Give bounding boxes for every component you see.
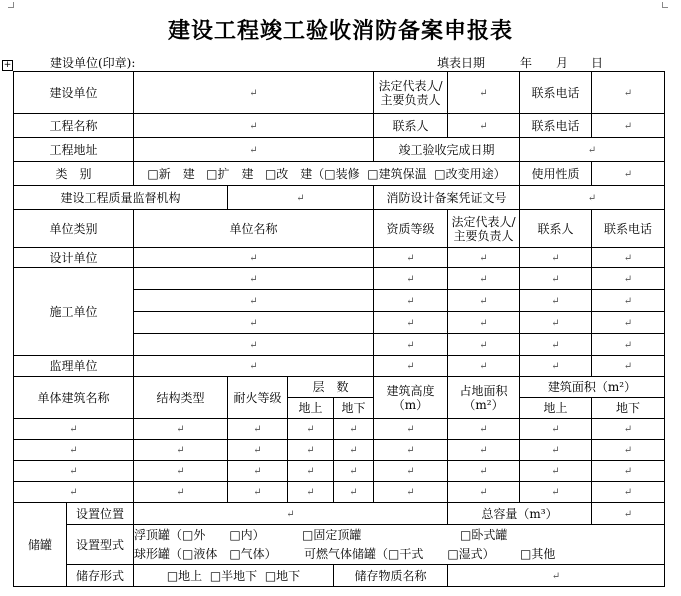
area-above-header: 地上	[520, 398, 592, 419]
design-unit-qualification-field[interactable]: ↵	[374, 248, 448, 268]
usage-field[interactable]: ↵	[592, 162, 665, 186]
total-capacity-field[interactable]: ↵	[592, 503, 665, 525]
builder-unit-phone-field[interactable]: ↵	[592, 268, 665, 290]
fire-rating-header: 耐火等级	[228, 377, 288, 419]
category-expand-checkbox[interactable]: □扩 建	[206, 166, 254, 181]
supervision-unit-label: 监理单位	[14, 356, 134, 377]
category-rebuild-checkbox[interactable]: □改 建（□装修	[264, 166, 360, 181]
phone-label-2: 联系电话	[520, 114, 592, 138]
spherical-tank-option[interactable]: 球形罐（□液体 □气体）	[134, 546, 277, 561]
storage-substance-field[interactable]: ↵	[448, 565, 665, 587]
building-name-field[interactable]: ↵	[14, 461, 134, 482]
builder-unit-name-field[interactable]: ↵	[134, 312, 374, 334]
builder-unit-phone-field[interactable]: ↵	[592, 290, 665, 312]
quality-agency-field[interactable]: ↵	[228, 186, 374, 210]
design-unit-contact-field[interactable]: ↵	[520, 248, 592, 268]
usage-label: 使用性质	[520, 162, 592, 186]
supervision-unit-qualification-field[interactable]: ↵	[374, 356, 448, 377]
storage-below-checkbox[interactable]: □地下	[264, 568, 301, 583]
area-below-field[interactable]: ↵	[592, 482, 665, 503]
builder-unit-rep-field[interactable]: ↵	[448, 290, 520, 312]
storage-form-options[interactable]	[134, 565, 334, 587]
structure-type-field[interactable]: ↵	[134, 419, 228, 440]
fixed-roof-tank-checkbox[interactable]: □固定顶罐	[302, 527, 362, 542]
height-field[interactable]: ↵	[374, 482, 448, 503]
builder-unit-contact-field[interactable]: ↵	[520, 312, 592, 334]
phone-field-2[interactable]: ↵	[592, 114, 665, 138]
phone-field[interactable]: ↵	[592, 72, 665, 114]
construction-unit-field[interactable]: ↵	[134, 72, 374, 114]
category-insulation-checkbox[interactable]: □建筑保温	[367, 166, 427, 181]
design-unit-rep-field[interactable]: ↵	[448, 248, 520, 268]
legal-rep-field[interactable]: ↵	[448, 72, 520, 114]
other-tank-checkbox[interactable]: □其他	[520, 546, 556, 561]
floors-above-header: 地上	[288, 398, 334, 419]
supervision-unit-phone-field[interactable]: ↵	[592, 356, 665, 377]
area-above-field[interactable]: ↵	[520, 419, 592, 440]
storage-substance-label: 储存物质名称	[334, 565, 448, 587]
storage-above-checkbox[interactable]: □地上	[166, 568, 203, 583]
category-label: 类 别	[14, 162, 134, 186]
area-below-field[interactable]: ↵	[592, 419, 665, 440]
land-area-field[interactable]: ↵	[448, 440, 520, 461]
builder-unit-name-field[interactable]: ↵	[134, 268, 374, 290]
completion-date-field[interactable]: ↵	[520, 138, 665, 162]
legal-rep-label: 法定代表人/ 主要负责人	[374, 72, 448, 114]
area-above-field[interactable]: ↵	[520, 461, 592, 482]
area-above-field[interactable]: ↵	[520, 440, 592, 461]
height-field[interactable]: ↵	[374, 419, 448, 440]
day-label: 日	[591, 56, 604, 70]
total-capacity-label: 总容量（m³）	[448, 503, 592, 525]
building-name-header: 单体建筑名称	[14, 377, 134, 419]
land-area-field[interactable]: ↵	[448, 461, 520, 482]
horizontal-tank-checkbox[interactable]: □卧式罐	[460, 527, 508, 542]
building-name-field[interactable]: ↵	[14, 440, 134, 461]
builder-unit-qualification-field[interactable]: ↵	[374, 312, 448, 334]
supervision-unit-name-field[interactable]: ↵	[134, 356, 374, 377]
builder-unit-qualification-field[interactable]: ↵	[374, 268, 448, 290]
contact-header: 联系人	[520, 210, 592, 248]
year-label: 年	[520, 56, 533, 70]
floating-roof-tank-option[interactable]: 浮顶罐（□外 □内）	[134, 527, 265, 542]
contact-field[interactable]: ↵	[448, 114, 520, 138]
height-field[interactable]: ↵	[374, 461, 448, 482]
supervision-unit-rep-field[interactable]: ↵	[448, 356, 520, 377]
building-area-header: 建筑面积（m²）	[520, 377, 665, 398]
setup-form-options[interactable]	[134, 525, 665, 565]
flammable-gas-tank-option[interactable]: 可燃气体储罐（□干式 □湿式）	[304, 546, 495, 561]
category-new-checkbox[interactable]: □新 建	[147, 166, 195, 181]
builder-unit-rep-field[interactable]: ↵	[448, 334, 520, 356]
floors-above-field[interactable]: ↵	[288, 461, 334, 482]
builder-unit-qualification-field[interactable]: ↵	[374, 290, 448, 312]
qualification-header: 资质等级	[374, 210, 448, 248]
category-options[interactable]	[134, 162, 520, 186]
builder-unit-contact-field[interactable]: ↵	[520, 290, 592, 312]
floors-below-header: 地下	[334, 398, 374, 419]
unit-name-header: 单位名称	[134, 210, 374, 248]
legal-rep-header: 法定代表人/ 主要负责人	[448, 210, 520, 248]
declaration-form	[13, 71, 665, 587]
area-below-header: 地下	[592, 398, 665, 419]
height-header: 建筑高度 （m）	[374, 377, 448, 419]
setup-location-field[interactable]: ↵	[134, 503, 448, 525]
setup-location-label: 设置位置	[67, 503, 134, 525]
fill-date-label: 填表日期	[437, 56, 486, 70]
fire-rating-field[interactable]: ↵	[228, 461, 288, 482]
structure-type-field[interactable]: ↵	[134, 461, 228, 482]
builder-unit-name-field[interactable]: ↵	[134, 290, 374, 312]
table-move-handle-icon[interactable]: +	[3, 60, 12, 70]
structure-type-header: 结构类型	[134, 377, 228, 419]
phone-label: 联系电话	[520, 72, 592, 114]
setup-form-label: 设置型式	[67, 525, 134, 565]
builder-unit-contact-field[interactable]: ↵	[520, 334, 592, 356]
fire-rating-field[interactable]: ↵	[228, 440, 288, 461]
storage-semi-below-checkbox[interactable]: □半地下	[209, 568, 258, 583]
fire-rating-field[interactable]: ↵	[228, 419, 288, 440]
height-field[interactable]: ↵	[374, 440, 448, 461]
builder-unit-phone-field[interactable]: ↵	[592, 312, 665, 334]
structure-type-field[interactable]: ↵	[134, 440, 228, 461]
project-name-field[interactable]: ↵	[134, 114, 374, 138]
applicant-label: 建设单位(印章):	[50, 56, 136, 70]
page-title: 建设工程竣工验收消防备案申报表	[167, 19, 513, 44]
storage-form-label: 储存形式	[67, 565, 134, 587]
corner-mark	[662, 2, 668, 8]
builder-unit-name-field[interactable]: ↵	[134, 334, 374, 356]
design-unit-name-field[interactable]: ↵	[134, 248, 374, 268]
builder-unit-label: 施工单位	[14, 268, 134, 356]
floors-below-field[interactable]: ↵	[334, 461, 374, 482]
month-label: 月	[556, 56, 569, 70]
fire-design-doc-label: 消防设计备案凭证文号	[374, 186, 520, 210]
supervision-unit-contact-field[interactable]: ↵	[520, 356, 592, 377]
building-name-field[interactable]: ↵	[14, 482, 134, 503]
project-address-field[interactable]: ↵	[134, 138, 374, 162]
builder-unit-qualification-field[interactable]: ↵	[374, 334, 448, 356]
area-above-field[interactable]: ↵	[520, 482, 592, 503]
tank-label: 储罐	[14, 503, 67, 587]
project-name-label: 工程名称	[14, 114, 134, 138]
completion-date-label: 竣工验收完成日期	[374, 138, 520, 162]
area-below-field[interactable]: ↵	[592, 440, 665, 461]
land-area-field[interactable]: ↵	[448, 482, 520, 503]
floors-below-field[interactable]: ↵	[334, 440, 374, 461]
quality-agency-label: 建设工程质量监督机构	[14, 186, 228, 210]
design-unit-label: 设计单位	[14, 248, 134, 268]
design-unit-phone-field[interactable]: ↵	[592, 248, 665, 268]
floors-below-field[interactable]: ↵	[334, 482, 374, 503]
contact-label: 联系人	[374, 114, 448, 138]
builder-unit-rep-field[interactable]: ↵	[448, 268, 520, 290]
floors-above-field[interactable]: ↵	[288, 419, 334, 440]
project-address-label: 工程地址	[14, 138, 134, 162]
floors-above-field[interactable]: ↵	[288, 482, 334, 503]
category-usage-change-checkbox[interactable]: □改变用途）	[434, 166, 506, 181]
land-area-field[interactable]: ↵	[448, 419, 520, 440]
corner-mark	[8, 2, 14, 8]
unit-type-header: 单位类别	[14, 210, 134, 248]
phone-header: 联系电话	[592, 210, 665, 248]
structure-type-field[interactable]: ↵	[134, 482, 228, 503]
builder-unit-phone-field[interactable]: ↵	[592, 334, 665, 356]
construction-unit-label: 建设单位	[14, 72, 134, 114]
floors-below-field[interactable]: ↵	[334, 419, 374, 440]
land-area-header: 占地面积 （m²）	[448, 377, 520, 419]
builder-unit-contact-field[interactable]: ↵	[520, 268, 592, 290]
area-below-field[interactable]: ↵	[592, 461, 665, 482]
builder-unit-rep-field[interactable]: ↵	[448, 312, 520, 334]
floors-header: 层 数	[288, 377, 374, 398]
fire-design-doc-field[interactable]: ↵	[520, 186, 665, 210]
floors-above-field[interactable]: ↵	[288, 440, 334, 461]
fire-rating-field[interactable]: ↵	[228, 482, 288, 503]
building-name-field[interactable]: ↵	[14, 419, 134, 440]
